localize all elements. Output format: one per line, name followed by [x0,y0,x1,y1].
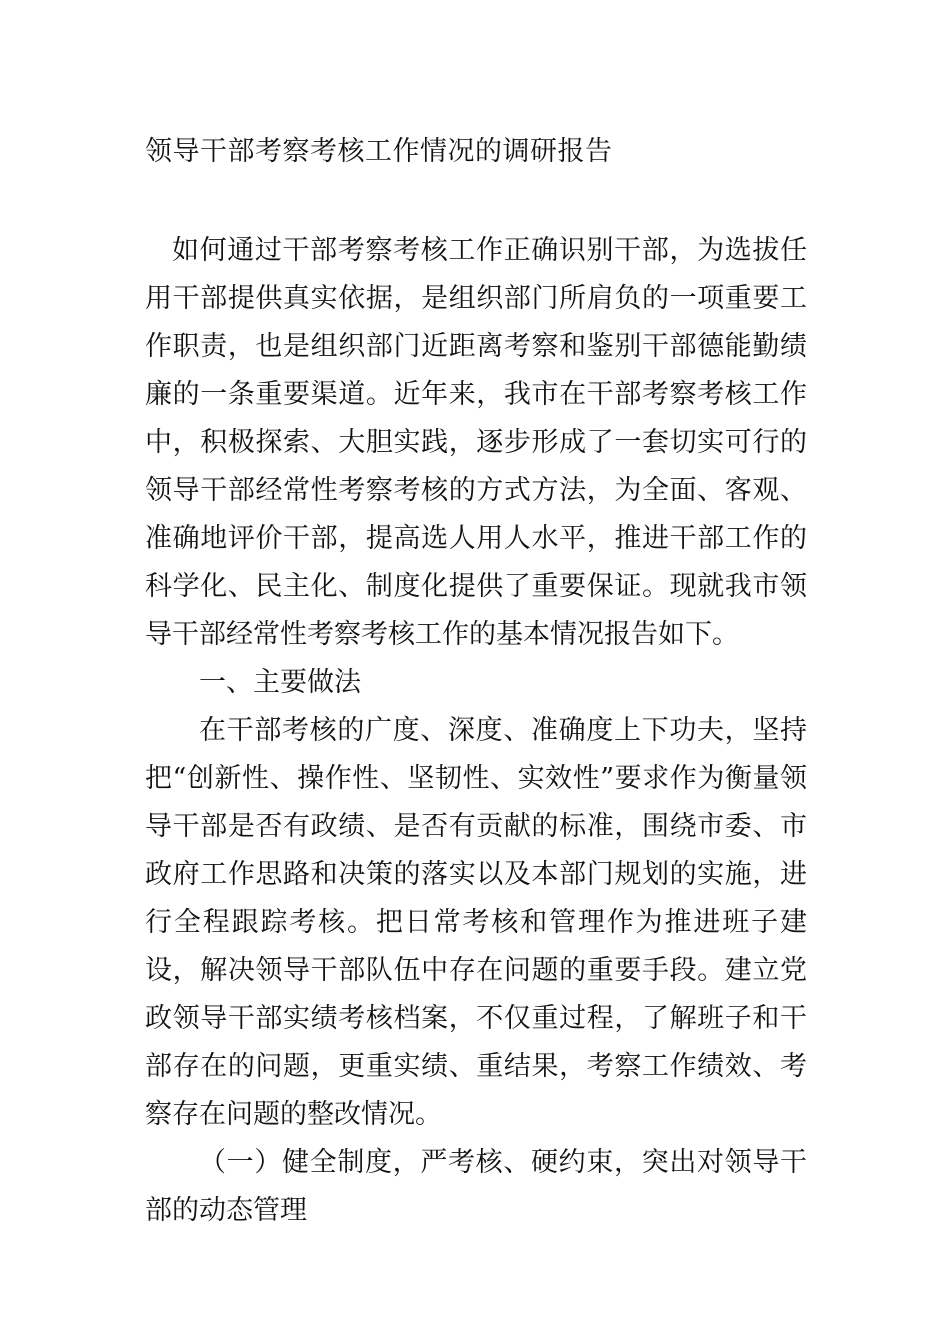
practices-paragraph: 在干部考核的广度、深度、准确度上下功夫，坚持把“创新性、操作性、坚韧性、实效性”要求作为衡量领导干部是否有政绩、是否有贡献的标准，围绕市委、市政府工作思路和决策的落实以及本部门规划的实施，进行全程跟踪考核。把日常考核和管理作为推进班子建设，解决领导干部队伍中存在问题的重要手段。建立党政领导干部实绩考核档案，不仅重过程，了解班子和干部存在的问题，更重实绩、重结果，考察工作绩效、考察存在问题的整改情况。 [145,715,807,1130]
document-body [145,227,807,1235]
intro-paragraph: 如何通过干部考察考核工作正确识别干部，为选拔任用干部提供真实依据，是组织部门所肩负的一项重要工作职责，也是组织部门近距离考察和鉴别干部德能勤绩廉的一条重要渠道。近年来，我市在干部考察考核工作中，积极探索、大胆实践，逐步形成了一套切实可行的领导干部经常性考察考核的方式方法，为全面、客观、准确地评价干部，提高选人用人水平，推进干部工作的科学化、民主化、制度化提供了重要保证。现就我市领导干部经常性考察考核工作的基本情况报告如下。 [145,235,807,650]
subsection-heading-systems: （一）健全制度，严考核、硬约束，突出对领导干部的动态管理 [145,1147,807,1226]
document-title: 领导干部考察考核工作情况的调研报告 [145,136,613,167]
section-heading-main-practices: 一、主要做法 [199,667,361,698]
